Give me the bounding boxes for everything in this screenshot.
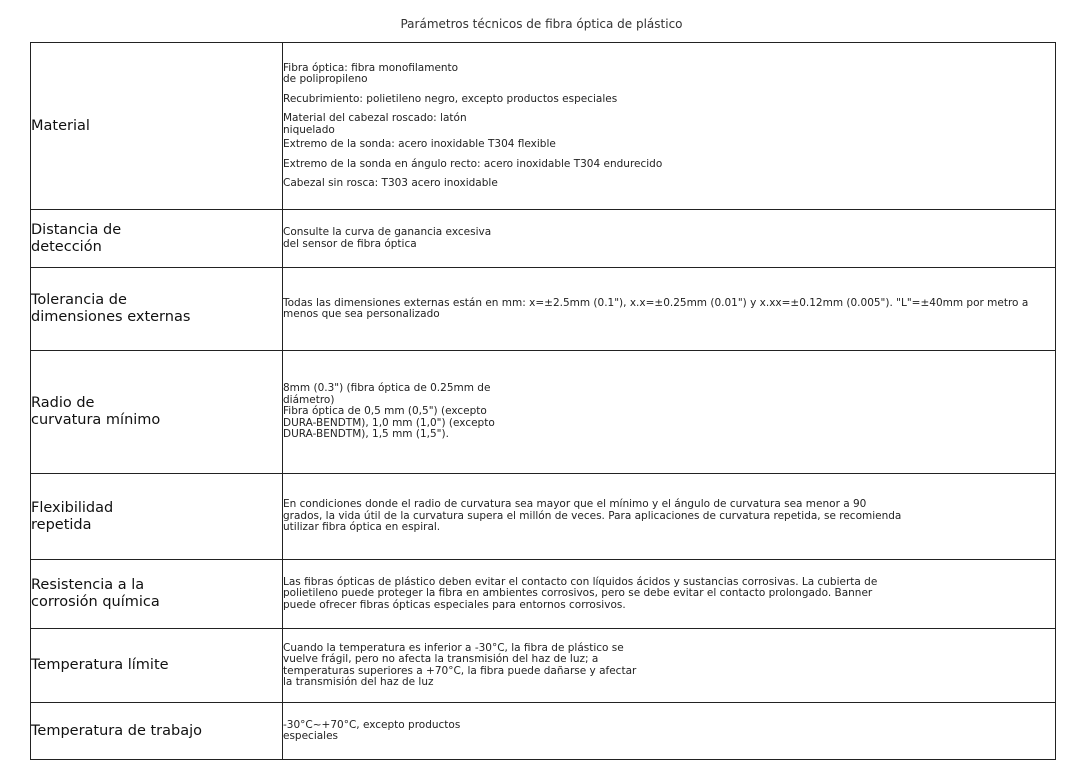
value-line: utilizar fibra óptica en espiral. <box>283 521 441 534</box>
table-row <box>31 629 1056 703</box>
value-line: del sensor de fibra óptica <box>283 237 417 250</box>
value-line: Recubrimiento: polietileno negro, excepto productos especiales <box>283 92 618 105</box>
label-line: Resistencia a la <box>31 577 145 593</box>
value-line: DURA-BENDTM), 1,5 mm (1,5"). <box>283 428 449 441</box>
table-row <box>31 43 1056 210</box>
value-line: Material del cabezal roscado: latón <box>283 112 467 124</box>
row-value <box>283 43 1056 210</box>
row-value <box>283 703 1056 760</box>
label-line: corrosión química <box>31 594 160 610</box>
label-line: Temperatura límite <box>31 657 169 673</box>
page-title: Parámetros técnicos de fibra óptica de plástico <box>400 17 683 31</box>
label-line: repetida <box>31 516 92 533</box>
row-value <box>283 268 1056 351</box>
value-line: la transmisión del haz de luz <box>283 676 434 688</box>
table-row <box>31 560 1056 629</box>
row-value <box>283 474 1056 560</box>
table-row <box>31 474 1056 560</box>
value-line: Todas las dimensiones externas están en mm: x=±2.5mm (0.1"), x.x=±0.25mm (0.01") y x.xx=±0.12mm (0.005"). "L"=±40mm por metro a menos que sea personalizado <box>283 296 1029 320</box>
row-label <box>31 703 283 760</box>
label-line: Temperatura de trabajo <box>31 722 202 739</box>
value-line: de polipropileno <box>283 73 368 85</box>
row-label <box>31 629 283 703</box>
value-line: En condiciones donde el radio de curvatura sea mayor que el mínimo y el ángulo de curvatura sea menor a 90 <box>283 498 867 511</box>
label-line: dimensiones externas <box>31 309 191 325</box>
label-line: Tolerancia de <box>31 292 127 308</box>
value-line: Extremo de la sonda en ángulo recto: acero inoxidable T304 endurecido <box>283 157 663 170</box>
value-line: temperaturas superiores a +70°C, la fibra puede dañarse y afectar <box>283 664 637 677</box>
row-label <box>31 268 283 351</box>
value-line: -30°C~+70°C, excepto productos <box>283 718 461 731</box>
value-line: Extremo de la sonda: acero inoxidable T304 flexible <box>283 138 556 150</box>
value-line: Cabezal sin rosca: T303 acero inoxidable <box>283 177 498 189</box>
value-line: Cuando la temperatura es inferior a -30°C, la fibra de plástico se <box>283 641 624 654</box>
label-line: Distancia de <box>31 221 122 238</box>
value-line: 8mm (0.3") (fibra óptica de 0.25mm de <box>283 382 491 395</box>
row-label <box>31 474 283 560</box>
value-line: Fibra óptica de 0,5 mm (0,5") (excepto <box>283 405 487 418</box>
table-row <box>31 703 1056 760</box>
row-value <box>283 560 1056 629</box>
value-line: puede ofrecer fibras ópticas especiales para entornos corrosivos. <box>283 598 626 611</box>
row-value <box>283 351 1056 474</box>
value-line: vuelve frágil, pero no afecta la transmisión del haz de luz; a <box>283 653 599 665</box>
value-line: Las fibras ópticas de plástico deben evitar el contacto con líquidos ácidos y sustancias corrosivas. La cubierta de <box>283 575 878 588</box>
label-line: Flexibilidad <box>31 499 114 516</box>
value-line: Consulte la curva de ganancia excesiva <box>283 226 492 238</box>
label-line: Radio de <box>31 395 95 411</box>
label-line: curvatura mínimo <box>31 412 161 428</box>
row-value <box>283 629 1056 703</box>
value-line: diámetro) <box>283 393 335 406</box>
row-label <box>31 210 283 268</box>
table-row <box>31 210 1056 268</box>
table-row <box>31 351 1056 474</box>
row-value <box>283 210 1056 268</box>
label-line: Material <box>31 117 90 134</box>
value-line: niquelado <box>283 123 335 136</box>
label-line: detección <box>31 238 102 255</box>
row-label <box>31 351 283 474</box>
value-line: DURA-BENDTM), 1,0 mm (1,0") (excepto <box>283 416 495 429</box>
table-row <box>31 268 1056 351</box>
value-line: Fibra óptica: fibra monofilamento <box>283 61 459 74</box>
row-label <box>31 560 283 629</box>
specs-table <box>30 42 1056 760</box>
value-line: grados, la vida útil de la curvatura supera el millón de veces. Para aplicaciones de curvatura repetida, se recomienda <box>283 509 902 522</box>
row-label <box>31 43 283 210</box>
value-line: polietileno puede proteger la fibra en ambientes corrosivos, pero se debe evitar el contacto prolongado. Banner <box>283 587 873 600</box>
value-line: especiales <box>283 730 339 742</box>
